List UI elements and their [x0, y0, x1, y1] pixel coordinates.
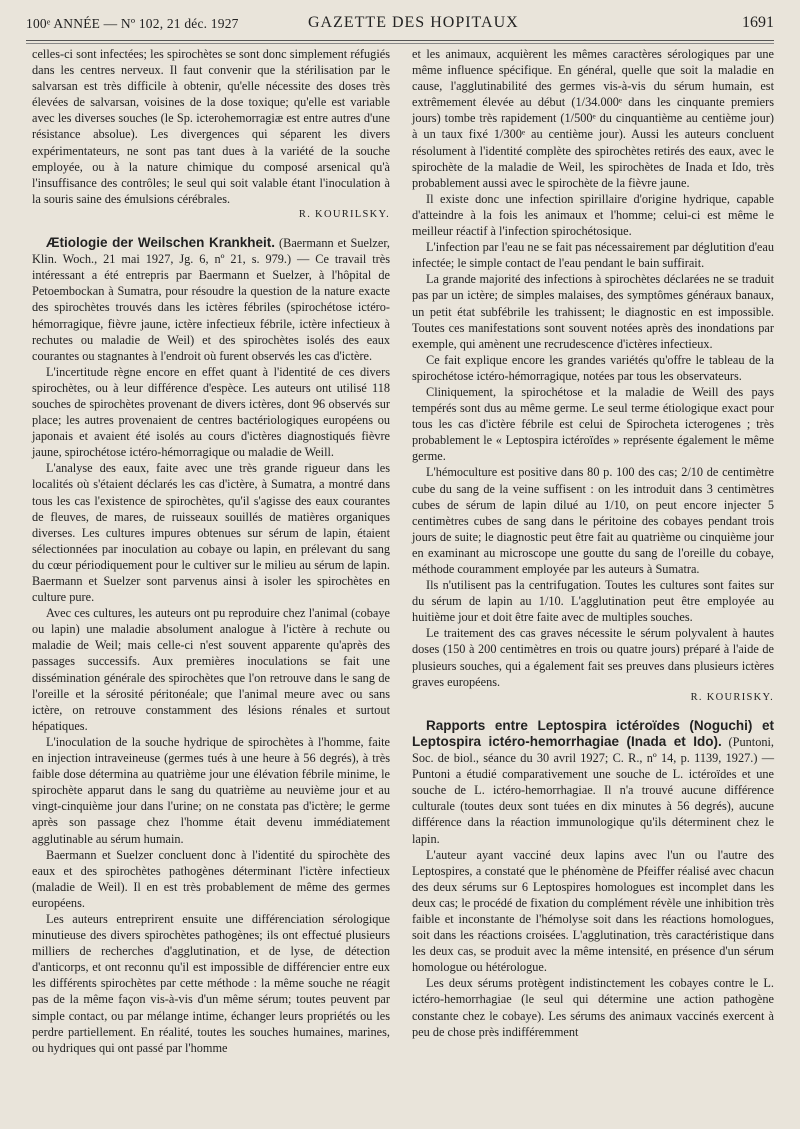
paragraph: Ils n'utilisent pas la centrifugation. Toutes les cultures sont faites sur du sérum de lapin au 1/10. L'agglutination peut être employée au huitième jour et doit être faite avec de multiples souches. [412, 578, 774, 625]
article-title: Ætiologie der Weilschen Krankheit. [46, 235, 276, 251]
running-header [26, 10, 774, 40]
paragraph: Cliniquement, la spirochétose et la maladie de Weill des pays tempérés sont dus au même germe. Le seul terme étiologique exact pour tous les cas d'ictère fébrile est celui de Spirocheta icterogenes ; très probablement le « Leptospira ictéroïdes » représente également le même germe. [412, 384, 774, 464]
right-column [412, 46, 774, 1040]
header-rule-secondary [26, 43, 774, 44]
paragraph: L'inoculation de la souche hydrique de spirochètes à l'homme, faite en injection intraveineuse (germes tués à une heure à 56 degrés), à très faible dose détermina au quatrième jour une élévation fébrile minime, le spirochète apparut dans le sang du quatrième au neuvième jour et au vingt-cinquième jour dans l'urine; on ne constata pas d'ictère; le germe après son passage chez l'homme était devenu immédiatement agglutinable au sérum humain. [32, 734, 390, 846]
paragraph: L'auteur ayant vacciné deux lapins avec l'un ou l'autre des Leptospires, a constaté que le phénomène de Pfeiffer réalisé avec chacun des deux sérums sur 6 Leptospires homologues est incomplet dans les deux cas; le procédé de fixation du complément révèle une inhibition très faible et inconstante de l'hémolyse soit dans les réactions homologues, soit dans les réactions croisées. L'agglutination, très caractéristique dans les deux cas, se produit avec la même intensité, en présence d'un sérum homologue ou hétérologue. [412, 847, 774, 975]
paragraph: L'hémoculture est positive dans 80 p. 100 des cas; 2/10 de centimètre cube du sang de la veine suffisent : on les introduit dans 3 centimètres cubes de sérum de lapin dilué au 1/10, on peut encore injecter 5 centimètres cubes de sang dans le péritoine des cobayes pendant trois jours de suite; le diagnostic peut être fait au quatrième ou cinquième jour en examinant au microscope une goutte du sang de l'oreille du cobaye, méthode couramment employée par les auteurs à Sumatra. [412, 465, 774, 576]
paragraph: Les auteurs entreprirent ensuite une différenciation sérologique minutieuse des divers spirochètes pathogènes; ils ont effectué plusieurs milliers de recherches d'agglutination, et de lyse, de détection d'anticorps, et ont reconnu qu'il est impossible de différencier entre eux les différents spirochètes par cette méthode : la même souche ne réagit pas de la même façon vis-à-vis d'un même sérum; toutes peuvent par simple contact, ou par mélange intime, échanger leurs propriétés ou les perdre partiellement. En réalité, toutes les souches humaines, marines, ou hydriques qui ont passé par l'homme [32, 911, 390, 1055]
article-heading-paragraph [412, 718, 774, 847]
paragraph: L'analyse des eaux, faite avec une très grande rigueur dans les localités où s'étaient déclarés les cas d'ictère, à Sumatra, a montré dans tous les cas l'existence de spirochètes, qu'il s'agisse des eaux courantes de fleuves, de mares, de ruisseaux souillés de matières organiques diverses. Les cultures impures obtenues sur sérum de lapin, étaient sélectionnées par inoculation au cobaye ou lapin, en prélevant du sang du cœur périodiquement pour le cultiver sur le milieu au sérum de lapin. Baermann et Suelzer sont parvenus ainsi à isoler les spirochètes en culture pure. [32, 461, 390, 605]
signature: R. KOURISKY. [690, 691, 774, 703]
article-heading-paragraph [32, 235, 390, 364]
header-rule [26, 40, 774, 41]
signature: R. KOURILSKY. [298, 208, 390, 220]
paragraph: celles-ci sont infectées; les spirochètes se sont donc simplement réfugiés dans les centres nerveux. Il faut convenir que la stérilisation par le salvarsan est très difficile à obtenir, qu'elle nécessite des doses très élevées de salvarsan, voisines de la dose toxique; qu'elle est variable avec les diverses souches (le Sp. icterohemorragiæ est entre autres d'une résistance absolue). Les divergences qui séparent les divers expérimentateurs, ne sont pas tant dues à la variété de la souche employée, ou à la nature chimique du composé arsenical qu'à l'insuffisance des contrôles; le seul qui soit valable étant l'inoculation à la souris saine des émulsions cérébrales. [32, 47, 390, 206]
issue-info: 100ᵉ ANNÉE — Nº 102, 21 déc. 1927 [26, 16, 239, 31]
paragraph: La grande majorité des infections à spirochètes déclarées ne se traduit pas par un ictère; de simples malaises, des symptômes généraux banaux, un petit état subfébrile les trahissent; le diagnostic en est impossible. Toutes ces manifestations sont souvent notées après des inondations par exemple, qui amènent une recrudescence d'ictères infectieux. [412, 272, 774, 351]
paragraph: L'incertitude règne encore en effet quant à l'identité de ces divers spirochètes, ou à leur différence d'espèce. Les auteurs ont utilisé 118 souches de spirochètes provenant de divers ictères, dont 96 observés sur place; les autres provenaient de centres bactériologiques européens ou japonais et avaient été isolés au cours d'ictères diagnostiqués fièvre jaune, spirochétose ictéro-hémorragique ou maladie de Weill. [32, 364, 390, 460]
article-reference: (Baermann et Suelzer, Klin. Woch., 21 mai 1927, Jg. 6, nº 21, s. 979.) — Ce travail très intéressant a été entrepris par Baermann et Suelzer, à l'hôpital de Petoembockan à Sumatra, pour résoudre la question de la nature exacte des spirochètes trouvés dans les ictères fébriles (spirochétose ictéro-hémorragique, fièvre jaune, ictère infectieux fébrile, ictère infectieux à rechutes ou maladie de Weil) et des spirochètes isolés des eaux courantes ou stagnantes à l'endroit où furent observés les cas d'ictère. [32, 236, 390, 363]
paragraph: et les animaux, acquièrent les mêmes caractères sérologiques par une même influence spécifique. En général, quelle que soit la maladie en cause, l'agglutinabilité des germes vis-à-vis du sérum humain, est extrêmement élevée au début (1/34.000ᵉ dans les cinquante premiers jours) tombe très rapidement (1/500ᵉ du cinquantième au centième jour) à un taux fixé 1/300ᵉ au centième jour). Aussi les auteurs concluent résolument à l'identité complète des spirochètes retirés des eaux, avec le spirochète de la maladie de Weil, les spirochètes de Inada et Ido, très probablement aussi avec le spirochète de la fièvre jaune. [412, 47, 774, 190]
paragraph: Baermann et Suelzer concluent donc à l'identité du spirochète des eaux et des spirochètes pathogènes déterminant l'ictère infectieux (maladie de Weil). Il en est très probablement de même des germes européens. [32, 847, 390, 910]
journal-title: GAZETTE DES HOPITAUX [308, 14, 519, 31]
paragraph: Ce fait explique encore les grandes variétés qu'offre le tableau de la spirochétose ictéro-hémorragique, notées par tous les observateurs. [412, 352, 774, 383]
paragraph: L'infection par l'eau ne se fait pas nécessairement par déglutition d'eau infectée; le simple contact de l'eau pendant le bain suffirait. [412, 240, 774, 271]
left-column [32, 46, 390, 1056]
page-number: 1691 [742, 14, 774, 31]
paragraph: Les deux sérums protègent indistinctement les cobayes contre le L. ictéro-hemorrhagiae (le seul qui détermine une action pathogène constante chez le cobaye). Les sérums des animaux vaccinés exercent à peu de chose près indifféremment [412, 976, 774, 1039]
paragraph: Le traitement des cas graves nécessite le sérum polyvalent à hautes doses (150 à 200 centimètres en trois ou quatre jours) préparé à l'aide de plusieurs souches, qui a également fait ses preuves dans plusieurs ictères graves européens. [412, 626, 774, 689]
article-title: Rapports entre Leptospira ictéroïdes (Noguchi) et Leptospira ictéro-hemorrhagiae (Inada et Ido). [412, 717, 774, 749]
paragraph: Il existe donc une infection spirillaire d'origine hydrique, capable d'atteindre à la fois les animaux et l'homme; celui-ci est même le meilleur réactif à l'infection spirochétosique. [412, 191, 774, 239]
article-reference: (Puntoni, Soc. de biol., séance du 30 avril 1927; C. R., nº 14, p. 1139, 1927.) — Puntoni a étudié comparativement une souche de L. ictéroïdes et une souche de L. ictéro-hemorrhagiae. Il n'a trouvé aucune différence culturale (toutes deux sont tuées en dix minutes à 56 degrés), aucune différence dans la réaction immunologique qu'ils déterminent chez le lapin. [412, 734, 774, 846]
paragraph: Avec ces cultures, les auteurs ont pu reproduire chez l'animal (cobaye ou lapin) une maladie absolument analogue à l'ictère à rechute ou maladie de Weil; mais celle-ci n'est souvent apparente qu'après des passages successifs. Aux premières inoculations se fait une dissémination générale des spirochètes que l'on retrouve dans le sang de l'oreille et la sérosité péritonéale; que l'animal meure avec ou sans ictère, on retrouve constamment des lésions rénales et surtout hépatiques. [32, 606, 390, 733]
